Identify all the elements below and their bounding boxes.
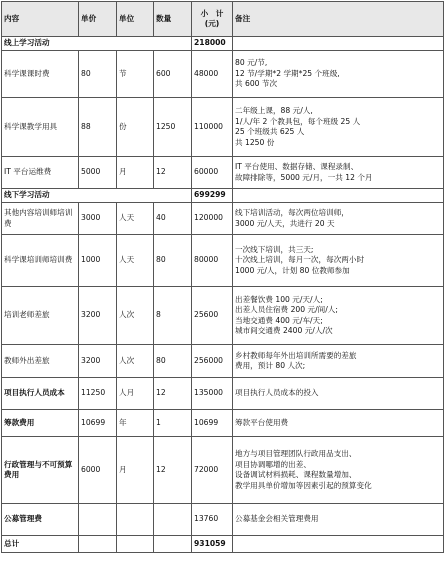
table-row bbox=[2, 345, 444, 378]
row-subtotal: 80000 bbox=[192, 235, 233, 287]
header-subtotal-line2: (元) bbox=[204, 19, 220, 28]
table-row bbox=[2, 51, 444, 98]
row-price: 1000 bbox=[79, 235, 117, 287]
note-line: 城市间交通费 2400 元/人/次 bbox=[235, 326, 333, 335]
row-unit: 年 bbox=[117, 410, 154, 437]
row-notes bbox=[233, 504, 444, 536]
table-row bbox=[2, 378, 444, 410]
note-line: 80 元/节, bbox=[235, 58, 268, 68]
note-line: 出差餐饮费 100 元/天/人; bbox=[235, 294, 323, 304]
total-price bbox=[79, 536, 117, 553]
row-unit: 人次 bbox=[117, 345, 154, 378]
row-price: 3200 bbox=[79, 345, 117, 378]
budget-table bbox=[1, 1, 444, 553]
row-subtotal: 60000 bbox=[192, 157, 233, 189]
row-notes bbox=[233, 157, 444, 189]
row-qty: 12 bbox=[154, 378, 192, 410]
row-notes bbox=[233, 203, 444, 235]
note-line: 一次线下培训，共三天; bbox=[235, 244, 314, 254]
row-subtotal: 110000 bbox=[192, 98, 233, 157]
total-qty bbox=[154, 536, 192, 553]
table-row bbox=[2, 437, 444, 504]
row-unit: 月 bbox=[117, 437, 154, 504]
row-subtotal: 72000 bbox=[192, 437, 233, 504]
row-item: 科学课教学用具 bbox=[2, 98, 79, 157]
row-notes bbox=[233, 437, 444, 504]
table-header-row bbox=[2, 2, 444, 37]
row-unit: 人次 bbox=[117, 287, 154, 345]
section-offline-label: 线下学习活动 bbox=[2, 189, 192, 203]
note-line: 项目执行人员成本的投入 bbox=[235, 388, 319, 398]
row-qty: 1250 bbox=[154, 98, 192, 157]
row-unit: 人月 bbox=[117, 378, 154, 410]
row-item: 项目执行人员成本 bbox=[2, 378, 79, 410]
row-qty: 8 bbox=[154, 287, 192, 345]
total-label: 总计 bbox=[2, 536, 79, 553]
note-line: 出差人员住宿费 200 元/间/人; bbox=[235, 305, 338, 314]
row-subtotal: 256000 bbox=[192, 345, 233, 378]
row-notes bbox=[233, 345, 444, 378]
note-line: 1000 元/人，计划 80 位教师参加 bbox=[235, 265, 350, 275]
note-line: 公募基金会相关管理费用 bbox=[235, 514, 319, 524]
row-qty: 80 bbox=[154, 235, 192, 287]
table-row bbox=[2, 98, 444, 157]
note-line: 教学用具单价增加等因素引起的预算变化 bbox=[235, 480, 372, 490]
row-notes bbox=[233, 98, 444, 157]
row-qty: 12 bbox=[154, 437, 192, 504]
total-notes bbox=[233, 536, 444, 553]
row-unit: 份 bbox=[117, 98, 154, 157]
row-item: 筹款费用 bbox=[2, 410, 79, 437]
row-item: IT 平台运维费 bbox=[2, 157, 79, 189]
row-notes bbox=[233, 410, 444, 437]
row-unit bbox=[117, 504, 154, 536]
row-price: 88 bbox=[79, 98, 117, 157]
row-item: 行政管理与不可预算费用 bbox=[2, 437, 79, 504]
row-subtotal: 13760 bbox=[192, 504, 233, 536]
row-price: 3000 bbox=[79, 203, 117, 235]
row-price: 5000 bbox=[79, 157, 117, 189]
note-line: 故障排除等，5000 元/月，一共 12 个月 bbox=[235, 172, 373, 182]
table-row bbox=[2, 203, 444, 235]
row-unit: 人天 bbox=[117, 203, 154, 235]
header-subtotal bbox=[192, 2, 233, 37]
row-subtotal: 48000 bbox=[192, 51, 233, 98]
row-item: 科学课课时费 bbox=[2, 51, 79, 98]
section-online-subtotal: 218000 bbox=[192, 37, 233, 51]
table-row bbox=[2, 287, 444, 345]
row-subtotal: 120000 bbox=[192, 203, 233, 235]
note-line: 12 节/学期*2 学期*25 个班级, bbox=[235, 68, 340, 78]
row-item: 科学课培训师培训费 bbox=[2, 235, 79, 287]
row-unit: 人天 bbox=[117, 235, 154, 287]
header-item: 内容 bbox=[2, 2, 79, 37]
note-line: 十次线上培训，每月一次，每次两小时 bbox=[235, 255, 365, 265]
row-qty: 40 bbox=[154, 203, 192, 235]
row-unit: 节 bbox=[117, 51, 154, 98]
total-row bbox=[2, 536, 444, 553]
section-online-notes bbox=[233, 37, 444, 51]
row-price bbox=[79, 504, 117, 536]
note-line: 线下培训活动，每次两位培训师， bbox=[235, 208, 349, 217]
total-value: 931059 bbox=[192, 536, 233, 553]
row-qty: 12 bbox=[154, 157, 192, 189]
table-row bbox=[2, 235, 444, 287]
row-price: 3200 bbox=[79, 287, 117, 345]
row-unit: 月 bbox=[117, 157, 154, 189]
note-line: 3000 元/人天，共进行 20 天 bbox=[235, 218, 335, 228]
note-line: 1/人/年 2 个教具包，每个班级 25 人 bbox=[235, 116, 361, 126]
row-item: 培训老师差旅 bbox=[2, 287, 79, 345]
note-line: 项目协调哪增的出差、 bbox=[235, 459, 311, 469]
row-subtotal: 135000 bbox=[192, 378, 233, 410]
note-line: 共 600 节次 bbox=[235, 79, 278, 89]
note-line: 乡村教师每年外出培训所需要的差旅 bbox=[235, 350, 357, 360]
header-quantity: 数量 bbox=[154, 2, 192, 37]
note-line: IT 平台使用、数据存储、课程录制、 bbox=[235, 162, 359, 171]
note-line: 共 1250 份 bbox=[235, 137, 275, 147]
section-offline-notes bbox=[233, 189, 444, 203]
row-notes bbox=[233, 51, 444, 98]
section-offline-subtotal: 699299 bbox=[192, 189, 233, 203]
row-price: 6000 bbox=[79, 437, 117, 504]
table-row bbox=[2, 410, 444, 437]
row-qty bbox=[154, 504, 192, 536]
header-notes: 备注 bbox=[233, 2, 444, 37]
note-line: 二年级上课，88 元/人, bbox=[235, 106, 313, 115]
row-item: 公募管理费 bbox=[2, 504, 79, 536]
section-row-offline bbox=[2, 189, 444, 203]
row-price: 80 bbox=[79, 51, 117, 98]
row-qty: 80 bbox=[154, 345, 192, 378]
row-notes bbox=[233, 235, 444, 287]
header-unit-price: 单价 bbox=[79, 2, 117, 37]
row-qty: 600 bbox=[154, 51, 192, 98]
row-price: 10699 bbox=[79, 410, 117, 437]
row-subtotal: 10699 bbox=[192, 410, 233, 437]
header-unit: 单位 bbox=[117, 2, 154, 37]
row-notes bbox=[233, 287, 444, 345]
note-line: 费用，预计 80 人次; bbox=[235, 361, 306, 370]
note-line: 设备调试材料损耗、课程数量增加、 bbox=[235, 470, 357, 479]
section-online-label: 线上学习活动 bbox=[2, 37, 192, 51]
header-subtotal-line1: 小 计 bbox=[200, 8, 224, 18]
section-row-online bbox=[2, 37, 444, 51]
row-subtotal: 25600 bbox=[192, 287, 233, 345]
note-line: 当地交通费 400 元/车/天; bbox=[235, 315, 323, 325]
row-qty: 1 bbox=[154, 410, 192, 437]
total-unit bbox=[117, 536, 154, 553]
note-line: 地方与项目管理团队行政用品支出、 bbox=[235, 449, 357, 458]
note-line: 筹款平台使用费 bbox=[235, 417, 289, 427]
row-item: 教师外出差旅 bbox=[2, 345, 79, 378]
table-row bbox=[2, 157, 444, 189]
table-row bbox=[2, 504, 444, 536]
row-notes bbox=[233, 378, 444, 410]
note-line: 25 个班级共 625 人 bbox=[235, 127, 305, 136]
row-item: 其他内容培训师培训费 bbox=[2, 203, 79, 235]
row-price: 11250 bbox=[79, 378, 117, 410]
